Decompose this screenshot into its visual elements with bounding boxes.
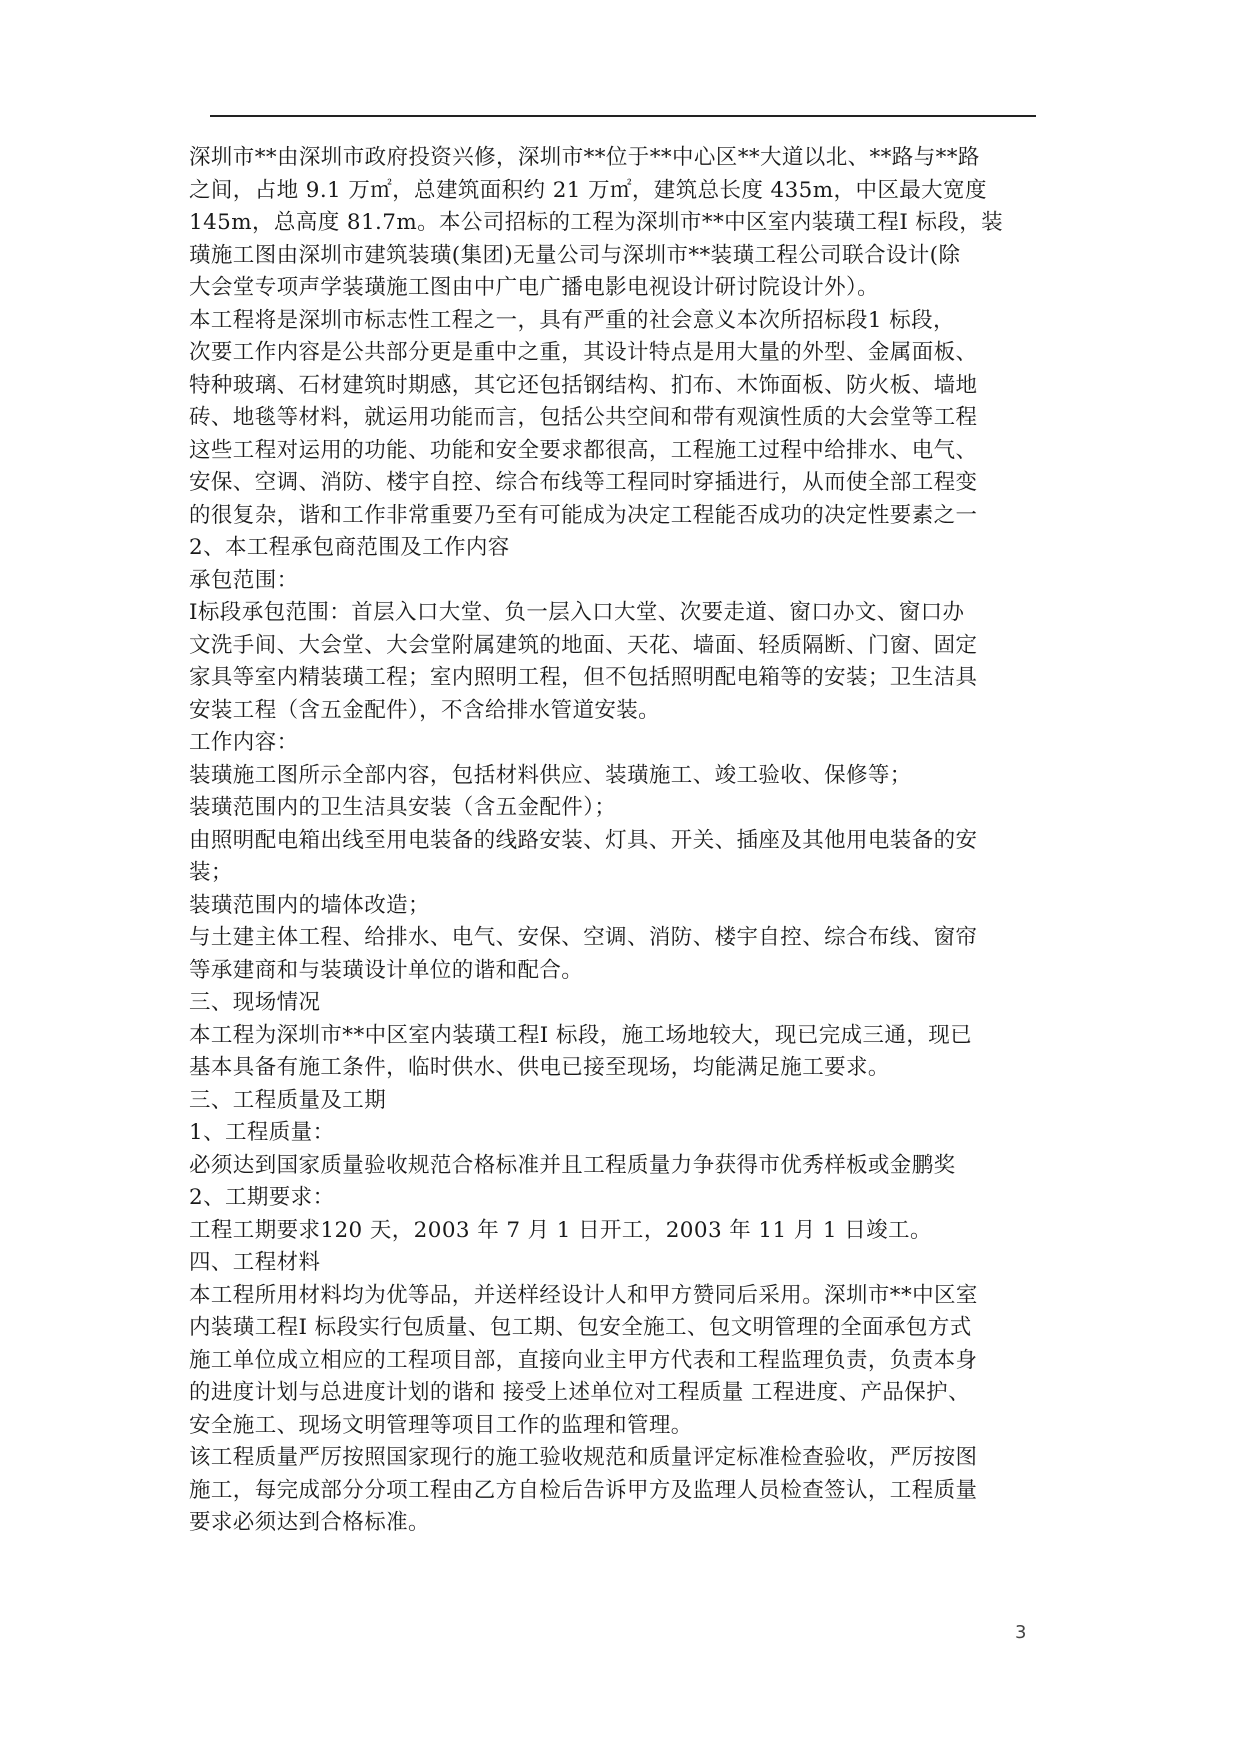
- text-line: 的进度计划与总进度计划的谐和 接受上述单位对工程质量 工程进度、产品保护、: [189, 1380, 970, 1405]
- text-line: 本工程为深圳市**中区室内装璜工程Ⅰ 标段，施工场地较大，现已完成三通，现已: [189, 1022, 973, 1048]
- text-line: 装；: [189, 860, 233, 885]
- text-line: 的很复杂，谐和工作非常重要乃至有可能成为决定工程能否成功的决定性要素之一: [189, 502, 978, 528]
- text-line: 这些工程对运用的功能、功能和安全要求都很高，工程施工过程中给排水、电气、: [189, 437, 978, 463]
- text-line: 三、现场情况: [189, 990, 321, 1015]
- text-line: 之间，占地 9.1 万㎡，总建筑面积约 21 万㎡，建筑总长度 435m，中区最大宽度: [189, 177, 987, 203]
- text-line: 三、工程质量及工期: [189, 1087, 387, 1113]
- text-line: 本工程所用材料均为优等品，并送样经设计人和甲方赞同后采用。深圳市**中区室: [189, 1282, 978, 1308]
- text-line: 装璜施工图所示全部内容，包括材料供应、装璜施工、竣工验收、保修等；: [189, 762, 912, 788]
- text-line: 内装璜工程Ⅰ 标段实行包质量、包工期、包安全施工、包文明管理的全面承包方式: [189, 1315, 972, 1340]
- text-line: 承包范围：: [189, 567, 299, 593]
- text-line: 文洗手间、大会堂、大会堂附属建筑的地面、天花、墙面、轻质隔断、门窗、固定: [189, 632, 978, 658]
- text-line: 145m，总高度 81.7m。本公司招标的工程为深圳市**中区室内装璜工程Ⅰ 标段，装: [189, 210, 1004, 235]
- text-line: 安保、空调、消防、楼宇自控、综合布线等工程同时穿插进行，从而使全部工程变: [189, 470, 978, 495]
- text-line: 安装工程（含五金配件），不含给排水管道安装。: [189, 697, 661, 723]
- text-line: 必须达到国家质量验收规范合格标准并且工程质量力争获得市优秀样板或金鹏奖: [189, 1152, 956, 1178]
- header-rule: [210, 115, 1036, 117]
- text-line: 2、本工程承包商范围及工作内容: [189, 535, 510, 560]
- text-line: 四、工程材料: [189, 1250, 321, 1275]
- text-line: 1、工程质量：: [189, 1120, 335, 1145]
- page-number: 3: [1015, 1622, 1027, 1643]
- text-line: 装璜范围内的卫生洁具安装（含五金配件）；: [189, 795, 617, 820]
- text-line: 由照明配电箱出线至用电装备的线路安装、灯具、开关、插座及其他用电装备的安: [189, 827, 978, 853]
- text-line: 要求必须达到合格标准。: [189, 1510, 430, 1535]
- text-line: 工程工期要求120 天，2003 年 7 月 1 日开工，2003 年 11 月 1 日竣工。: [189, 1217, 932, 1243]
- text-line: 施工，每完成部分分项工程由乙方自检后告诉甲方及监理人员检查签认，工程质量: [189, 1477, 978, 1503]
- text-line: 2、工期要求：: [189, 1185, 335, 1210]
- text-line: Ⅰ标段承包范围：首层入口大堂、负一层入口大堂、次要走道、窗口办文、窗口办: [189, 600, 965, 625]
- body-text: [189, 142, 1059, 1540]
- text-line: 该工程质量严厉按照国家现行的施工验收规范和质量评定标准检查验收，严厉按图: [189, 1445, 978, 1470]
- text-line: 家具等室内精装璜工程；室内照明工程，但不包括照明配电箱等的安装；卫生洁具: [189, 665, 978, 690]
- text-line: 砖、地毯等材料，就运用功能而言，包括公共空间和带有观演性质的大会堂等工程: [189, 405, 978, 430]
- text-line: 次要工作内容是公共部分更是重中之重，其设计特点是用大量的外型、金属面板、: [189, 340, 978, 365]
- text-line: 装璜范围内的墙体改造；: [189, 892, 430, 918]
- text-line: 安全施工、现场文明管理等项目工作的监理和管理。: [189, 1412, 693, 1438]
- text-line: 璜施工图由深圳市建筑装璜(集团)无量公司与深圳市**装璜工程公司联合设计(除: [189, 242, 961, 268]
- text-line: 等承建商和与装璜设计单位的谐和配合。: [189, 957, 584, 983]
- text-line: 与土建主体工程、给排水、电气、安保、空调、消防、楼宇自控、综合布线、窗帘: [189, 925, 978, 950]
- text-line: 施工单位成立相应的工程项目部，直接向业主甲方代表和工程监理负责，负责本身: [189, 1347, 978, 1373]
- text-line: 深圳市**由深圳市政府投资兴修，深圳市**位于**中心区**大道以北、**路与**路: [189, 145, 980, 170]
- text-line: 本工程将是深圳市标志性工程之一，具有严重的社会意义本次所招标段1 标段，: [189, 307, 955, 333]
- text-line: 基本具备有施工条件，临时供水、供电已接至现场，均能满足施工要求。: [189, 1055, 890, 1080]
- text-line: 工作内容：: [189, 730, 299, 755]
- text-line: 特种玻璃、石材建筑时期感，其它还包括钢结构、扪布、木饰面板、防火板、墙地: [189, 372, 978, 398]
- text-line: 大会堂专项声学装璜施工图由中广电广播电影电视设计研讨院设计外）。: [189, 275, 880, 300]
